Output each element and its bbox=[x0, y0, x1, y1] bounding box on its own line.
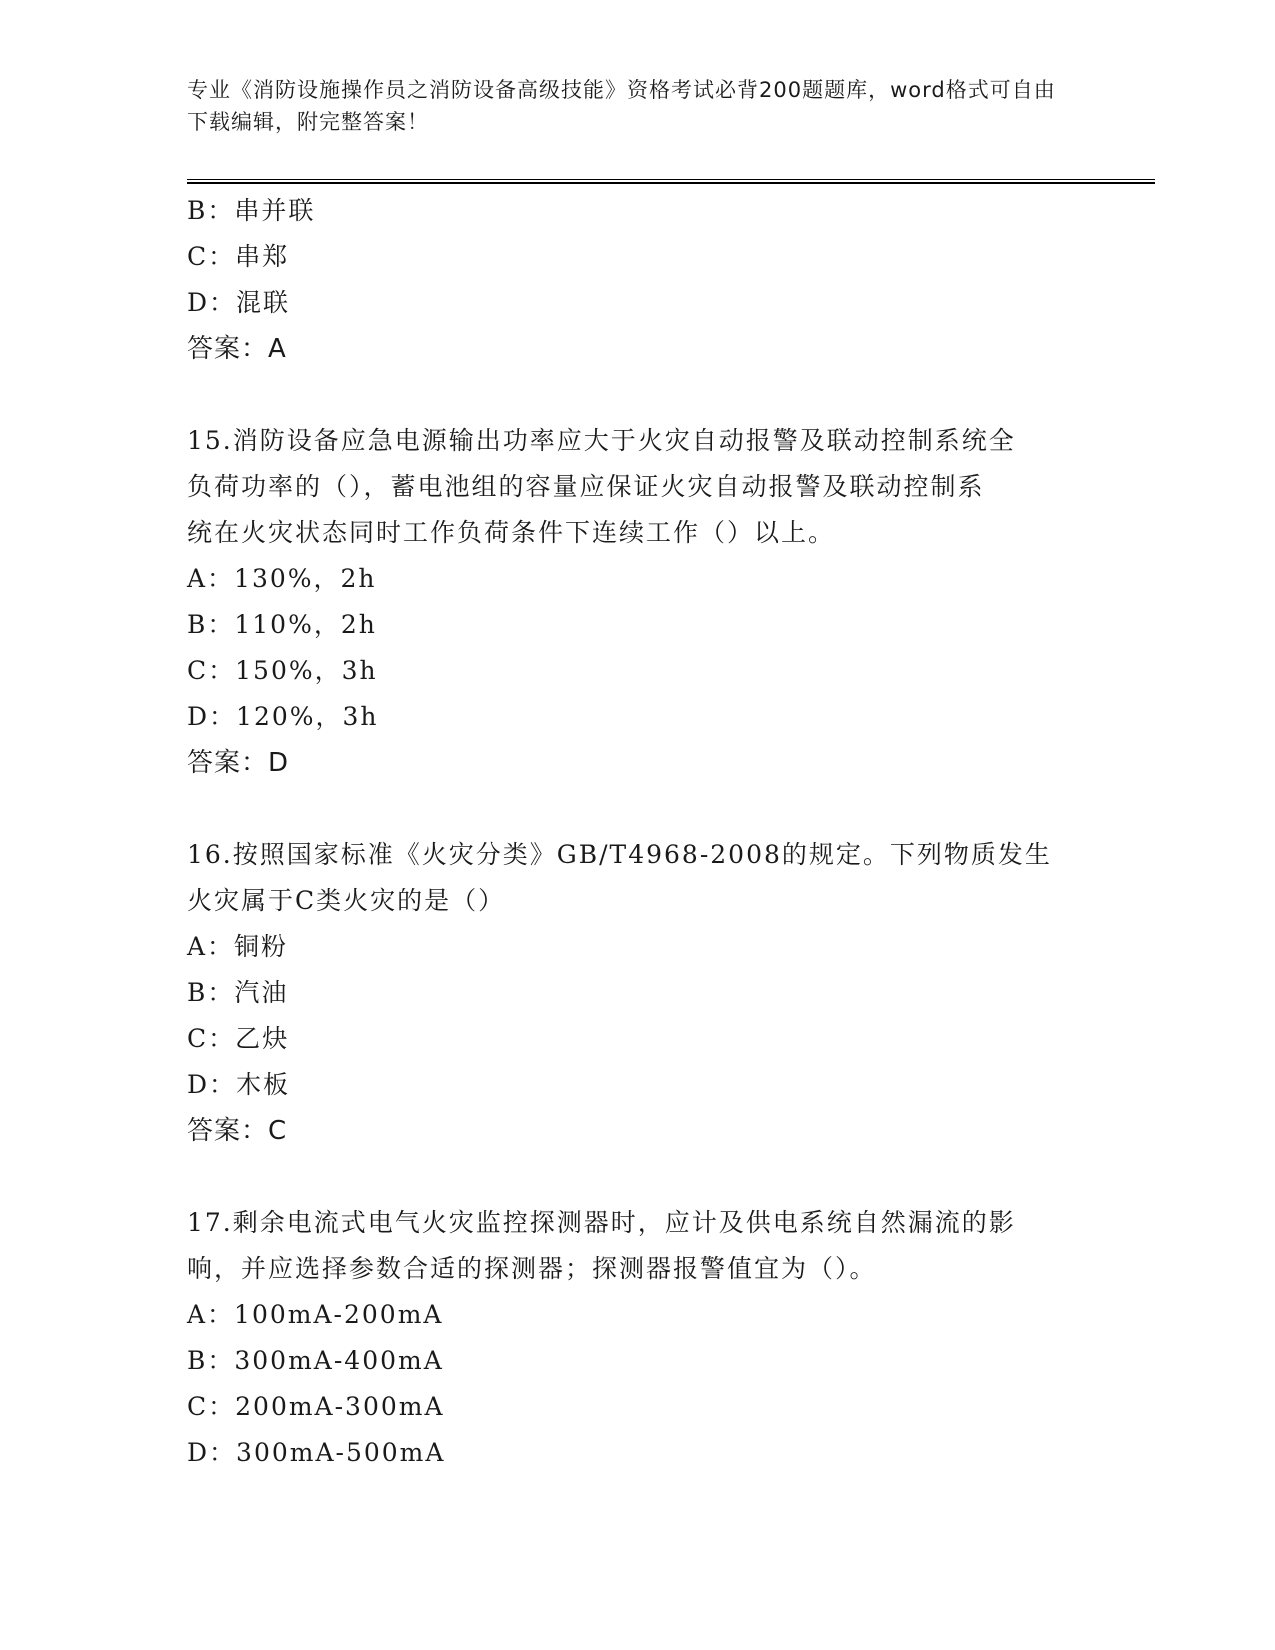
answer-line: 答案：A bbox=[187, 334, 287, 364]
option-c: C：乙炔 bbox=[187, 1024, 290, 1053]
question-text-line: 16.按照国家标准《火灾分类》GB/T4968-2008的规定。下列物质发生 bbox=[187, 840, 1052, 869]
header-text: 专业《消防设施操作员之消防设备高级技能》资格考试必背200题题库，word格式可自由下载编辑，附完整答案！ bbox=[187, 78, 1056, 134]
question-15 bbox=[187, 418, 1087, 786]
option-d: D：300mA-500mA bbox=[187, 1438, 446, 1467]
header-rule-thick bbox=[187, 182, 1155, 184]
question-16 bbox=[187, 832, 1087, 1154]
option-d: D：混联 bbox=[187, 288, 291, 317]
option-b: B：300mA-400mA bbox=[187, 1346, 444, 1375]
option-d: D：120%，3h bbox=[187, 702, 379, 731]
question-14-continued bbox=[187, 188, 1087, 372]
document-header bbox=[187, 74, 1067, 138]
header-rule-thin bbox=[187, 179, 1155, 180]
option-b: B：串并联 bbox=[187, 196, 316, 225]
question-text-line: 17.剩余电流式电气火灾监控探测器时，应计及供电系统自然漏流的影 bbox=[187, 1208, 1016, 1237]
question-text-line: 15.消防设备应急电源输出功率应大于火灾自动报警及联动控制系统全 bbox=[187, 426, 1016, 455]
question-text-line: 响，并应选择参数合适的探测器；探测器报警值宜为（）。 bbox=[187, 1254, 877, 1283]
option-d: D：木板 bbox=[187, 1070, 291, 1099]
question-text-line: 负荷功率的（），蓄电池组的容量应保证火灾自动报警及联动控制系 bbox=[187, 472, 985, 501]
option-b: B：汽油 bbox=[187, 978, 289, 1007]
option-b: B：110%，2h bbox=[187, 610, 377, 639]
question-list bbox=[187, 188, 1087, 1476]
question-gap bbox=[187, 1154, 1087, 1200]
option-a: A：100mA-200mA bbox=[187, 1300, 444, 1329]
option-a: A：130%，2h bbox=[187, 564, 377, 593]
question-gap bbox=[187, 786, 1087, 832]
option-c: C：串郑 bbox=[187, 242, 290, 271]
question-text-line: 火灾属于C类火灾的是（） bbox=[187, 886, 506, 915]
option-c: C：200mA-300mA bbox=[187, 1392, 445, 1421]
question-17 bbox=[187, 1200, 1087, 1476]
option-a: A：铜粉 bbox=[187, 932, 289, 961]
answer-line: 答案：C bbox=[187, 1116, 288, 1146]
question-gap bbox=[187, 372, 1087, 418]
question-text-line: 统在火灾状态同时工作负荷条件下连续工作（）以上。 bbox=[187, 518, 836, 547]
answer-line: 答案：D bbox=[187, 748, 290, 778]
option-c: C：150%，3h bbox=[187, 656, 378, 685]
